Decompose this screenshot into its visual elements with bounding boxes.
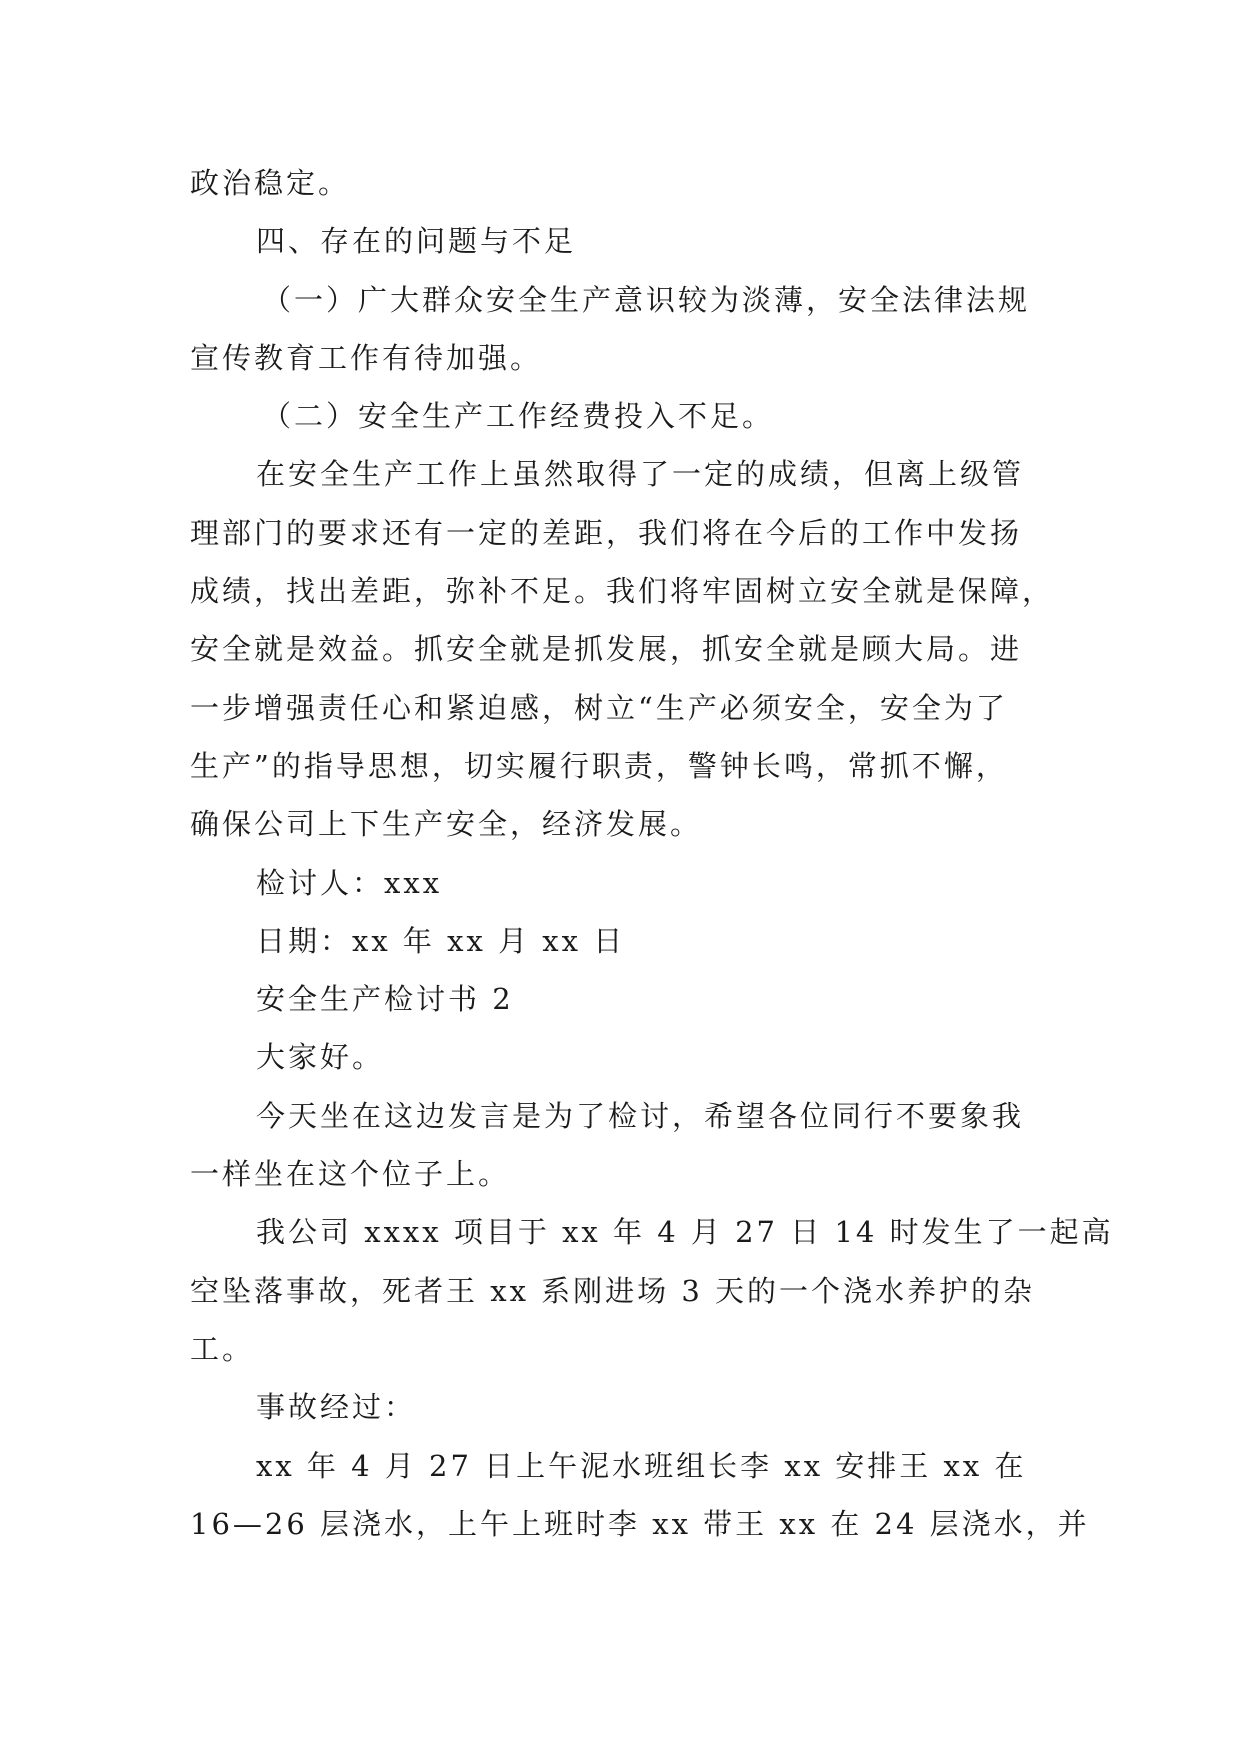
text-line: 16—26 层浇水，上午上班时李 xx 带王 xx 在 24 层浇水，并 [190,1506,1090,1541]
text-line: 一步增强责任心和紧迫感，树立“生产必须安全，安全为了 [190,690,1008,725]
text-line: 成绩，找出差距，弥补不足。我们将牢固树立安全就是保障， [190,574,1055,609]
text-line: 工。 [190,1331,255,1366]
text-line: 四、存在的问题与不足 [256,224,577,259]
text-line: 宣传教育工作有待加强。 [190,340,543,375]
text-line: 检讨人：xxx [256,865,443,900]
text-line: 生产”的指导思想，切实履行职责，警钟长鸣，常抓不懈， [190,748,1008,783]
text-line: 今天坐在这边发言是为了检讨，希望各位同行不要象我 [256,1098,1025,1133]
text-line: 事故经过： [256,1390,417,1425]
text-line: 安全就是效益。抓安全就是抓发展，抓安全就是顾大局。进 [190,632,1023,667]
text-line: 空坠落事故，死者王 xx 系刚进场 3 天的一个浇水养护的杂 [190,1273,1036,1308]
text-line: 我公司 xxxx 项目于 xx 年 4 月 27 日 14 时发生了一起高 [256,1215,1114,1250]
text-line: 日期：xx 年 xx 月 xx 日 [256,923,626,958]
text-line: （二）安全生产工作经费投入不足。 [262,399,775,434]
text-line: 政治稳定。 [190,166,351,200]
text-line: （一）广大群众安全生产意识较为淡薄，安全法律法规 [262,282,1031,317]
text-line: 一样坐在这个位子上。 [190,1157,511,1192]
document-body [190,154,1114,1553]
text-line: 理部门的要求还有一定的差距，我们将在今后的工作中发扬 [190,515,1023,550]
text-line: 在安全生产工作上虽然取得了一定的成绩，但离上级管 [256,457,1025,492]
text-line: 大家好。 [256,1040,385,1075]
text-line: xx 年 4 月 27 日上午泥水班组长李 xx 安排王 xx 在 [256,1448,1027,1483]
text-line: 确保公司上下生产安全，经济发展。 [190,807,703,842]
text-line: 安全生产检讨书 2 [256,982,514,1017]
